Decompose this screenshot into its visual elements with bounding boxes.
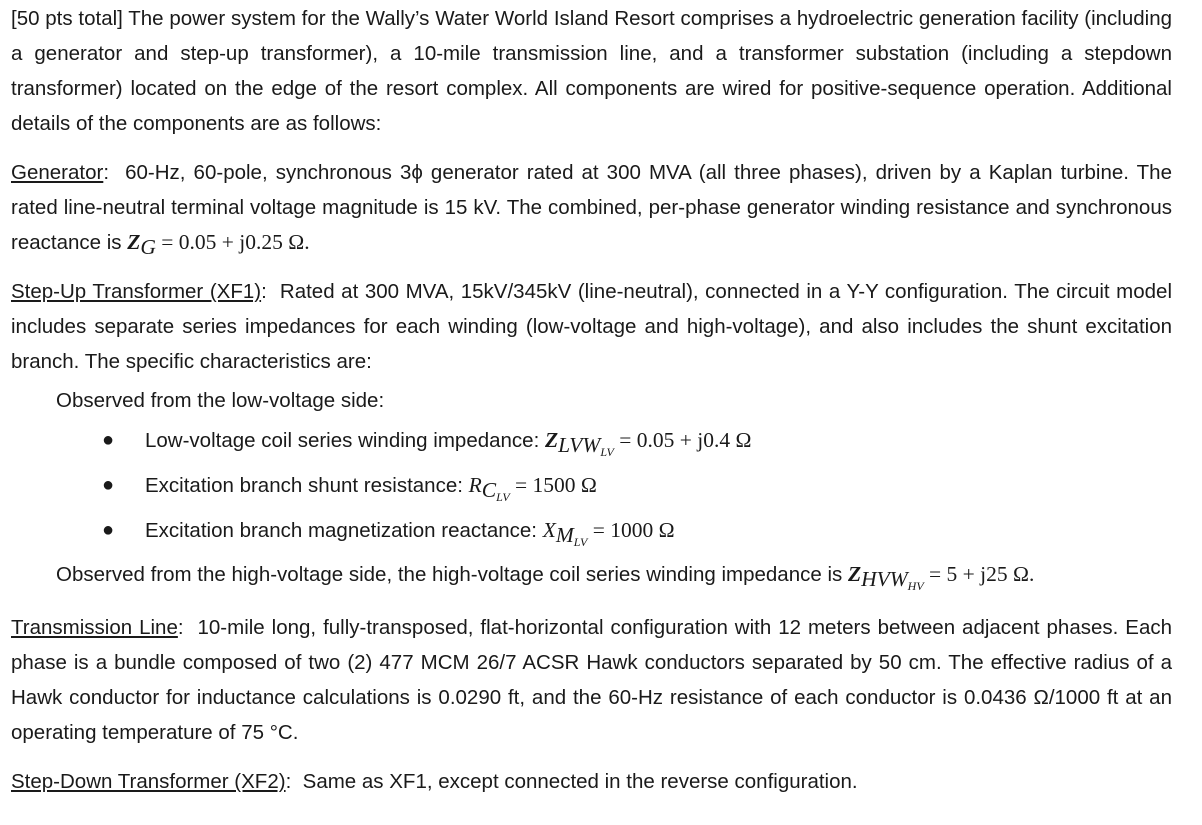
xf2-heading: Step-Down Transformer (XF2) (11, 770, 286, 793)
bullet-icon: ● (102, 474, 115, 496)
bullet-icon: ● (102, 519, 115, 541)
list-item: ● Low-voltage coil series winding impedance: $Z_{LVW_{LV}} = 0.05 + j0.4$ Ω (11, 418, 1172, 463)
xf1-text: Rated at 300 MVA, 15kV/345kV (line-neutral), connected in a Y-Y configuration. The circuit model includes separate series impedances for each winding (low-voltage and high-voltage), and also includes the shunt excitation branch. The specific characteristics are: (11, 280, 1173, 373)
lv-side-intro: Observed from the low-voltage side: (56, 389, 385, 412)
intro-paragraph: [50 pts total] The power system for the Wally’s Water World Island Resort comprises a hydroelectric generation facility (including a generator and step-up transformer), a 10-mile transmission line, and a transformer substation (including a stepdown transformer) located on the edge of the resort complex. All components are wired for positive-sequence operation. Additional details of the components are as follows: (11, 7, 1172, 135)
generator-impedance-equation: $Z_G = 0.05 + j0.25$ Ω. (127, 230, 310, 259)
list-item: ● Excitation branch magnetization reactance: $X_{M_{LV}} = 1000$ Ω (11, 508, 1172, 553)
xf2-text: Same as XF1, except connected in the reverse configuration. (302, 770, 858, 793)
generator-heading: Generator (11, 161, 104, 184)
transmission-line-paragraph: Transmission Line: 10-mile long, fully-transposed, flat-horizontal configuration with 12 meters between adjacent phases. Each phase is a bundle composed of two (2) 477 MCM 26/7 ACSR Hawk conductors separated by 50 cm. The effective radius of a Hawk conductor for inductance calculations is 0.0290 ft, and the 60-Hz resistance of each conductor is 0.0436 Ω/1000 ft at an operating temperature of 75 °C. (11, 616, 1172, 744)
bullet-icon: ● (102, 429, 115, 451)
generator-paragraph: Generator: 60-Hz, 60-pole, synchronous 3ϕ generator rated at 300 MVA (all three phases), driven by a Kaplan turbine. The rated line-neutral terminal voltage magnitude is 15 kV. The combined, per-phase generator winding resistance and synchronous reactance is $Z_G = 0.05 + j0.25$ Ω. (11, 161, 1172, 259)
transmission-line-text: 10-mile long, fully-transposed, flat-horizontal configuration with 12 meters between adjacent phases. Each phase is a bundle composed of two (2) 477 MCM 26/7 ACSR Hawk conductors separated by 50 cm. The effective radius of a Hawk conductor for inductance calculations is 0.0290 ft, and the 60-Hz resistance of each conductor is 0.0436 Ω/1000 ft at an operating temperature of 75 °C. (11, 616, 1172, 744)
generator-text: 60-Hz, 60-pole, synchronous 3ϕ generator rated at 300 MVA (all three phases), driven by a Kaplan turbine. The rated line-neutral terminal voltage magnitude is 15 kV. The combined, per-phase generator winding resistance and synchronous reactance is (11, 161, 1172, 254)
hv-impedance-equation: $Z_{HVW_{HV}} = 5 + j25$ Ω. (847, 562, 1035, 593)
problem-document (0, 1, 1202, 825)
list-item: ● Excitation branch shunt resistance: $R_{C_{LV}} = 1500$ Ω (11, 463, 1172, 508)
transmission-line-heading: Transmission Line (11, 616, 178, 639)
hv-side-statement: Observed from the high-voltage side, the high-voltage coil series winding impedance is $Z_{HVW_{HV}} = 5 + j25$ Ω. (56, 562, 1035, 593)
xf1-heading: Step-Up Transformer (XF1) (11, 280, 262, 303)
lv-characteristics-list (11, 418, 1172, 553)
xf1-paragraph: Step-Up Transformer (XF1): Rated at 300 MVA, 15kV/345kV (line-neutral), connected in a Y-Y configuration. The circuit model includes separate series impedances for each winding (low-voltage and high-voltage), and also includes the shunt excitation branch. The specific characteristics are: (11, 280, 1173, 373)
xf2-paragraph: Step-Down Transformer (XF2): Same as XF1, except connected in the reverse configuration. (11, 770, 858, 793)
